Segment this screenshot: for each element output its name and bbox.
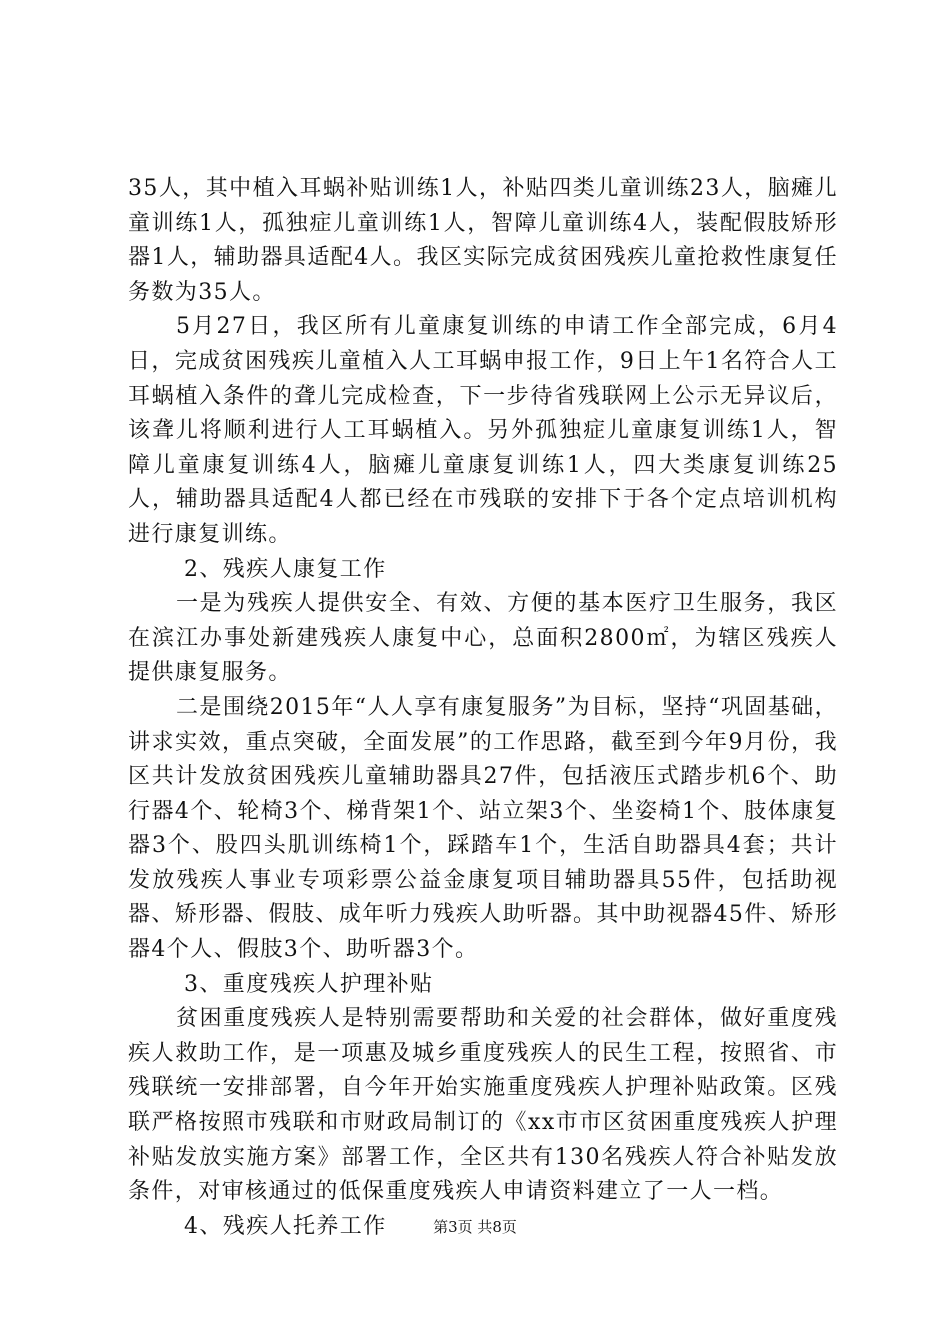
paragraph-assistive-devices: 二是围绕2015年“人人享有康复服务”为目标，坚持“巩固基础，讲求实效，重点突破，全面发展”的工作思路，截至到今年9月份，我区共计发放贫困残疾儿童辅助器具27件，包括液压式踏步机6个、助行器4个、轮椅3个、梯背架1个、站立架3个、坐姿椅1个、肢体康复器3个、股四头肌训练椅1个，踩踏车1个，生活自助器具4套；共计发放残疾人事业专项彩票公益金康复项目辅助器具55件，包括助视器、矫形器、假肢、成年听力残疾人助听器。其中助视器45件、矫形器4个人、假肢3个、助听器3个。 bbox=[128, 694, 838, 963]
paragraph-care-subsidy: 贫困重度残疾人是特别需要帮助和关爱的社会群体，做好重度残疾人救助工作，是一项惠及城乡重度残疾人的民生工程，按照省、市残联统一安排部署，自今年开始实施重度残疾人护理补贴政策。区残联严格按照市残联和市财政局制订的《xx市市区贫困重度残疾人护理补贴发放实施方案》部署工作，全区共有130名残疾人符合补贴发放条件，对审核通过的低保重度残疾人申请资料建立了一人一档。 bbox=[128, 1006, 838, 1205]
section-heading-rehab: 2、残疾人康复工作 bbox=[184, 556, 387, 582]
section-heading-care-subsidy: 3、重度残疾人护理补贴 bbox=[184, 971, 434, 997]
paragraph-children-count: 35人，其中植入耳蜗补贴训练1人，补贴四类儿童训练23人，脑瘫儿童训练1人，孤独症儿童训练1人，智障儿童训练4人，装配假肢矫形器1人，辅助器具适配4人。我区实际完成贫困残疾儿童抢救性康复任务数为35人。 bbox=[128, 176, 838, 305]
document-body bbox=[128, 172, 838, 1244]
paragraph-children-progress: 5月27日，我区所有儿童康复训练的申请工作全部完成，6月4日，完成贫困残疾儿童植入人工耳蜗申报工作，9日上午1名符合人工耳蜗植入条件的聋儿完成检查，下一步待省残联网上公示无异议后，该聋儿将顺利进行人工耳蜗植入。另外孤独症儿童康复训练1人，智障儿童康复训练4人，脑瘫儿童康复训练1人，四大类康复训练25人，辅助器具适配4人都已经在市残联的安排下于各个定点培训机构进行康复训练。 bbox=[128, 314, 838, 547]
page-number-footer: 第3页 共8页 bbox=[433, 1218, 517, 1236]
section-heading-foster-care: 4、残疾人托养工作 bbox=[184, 1213, 387, 1239]
paragraph-rehab-center: 一是为残疾人提供安全、有效、方便的基本医疗卫生服务，我区在滨江办事处新建残疾人康复中心，总面积2800㎡，为辖区残疾人提供康复服务。 bbox=[128, 591, 838, 686]
